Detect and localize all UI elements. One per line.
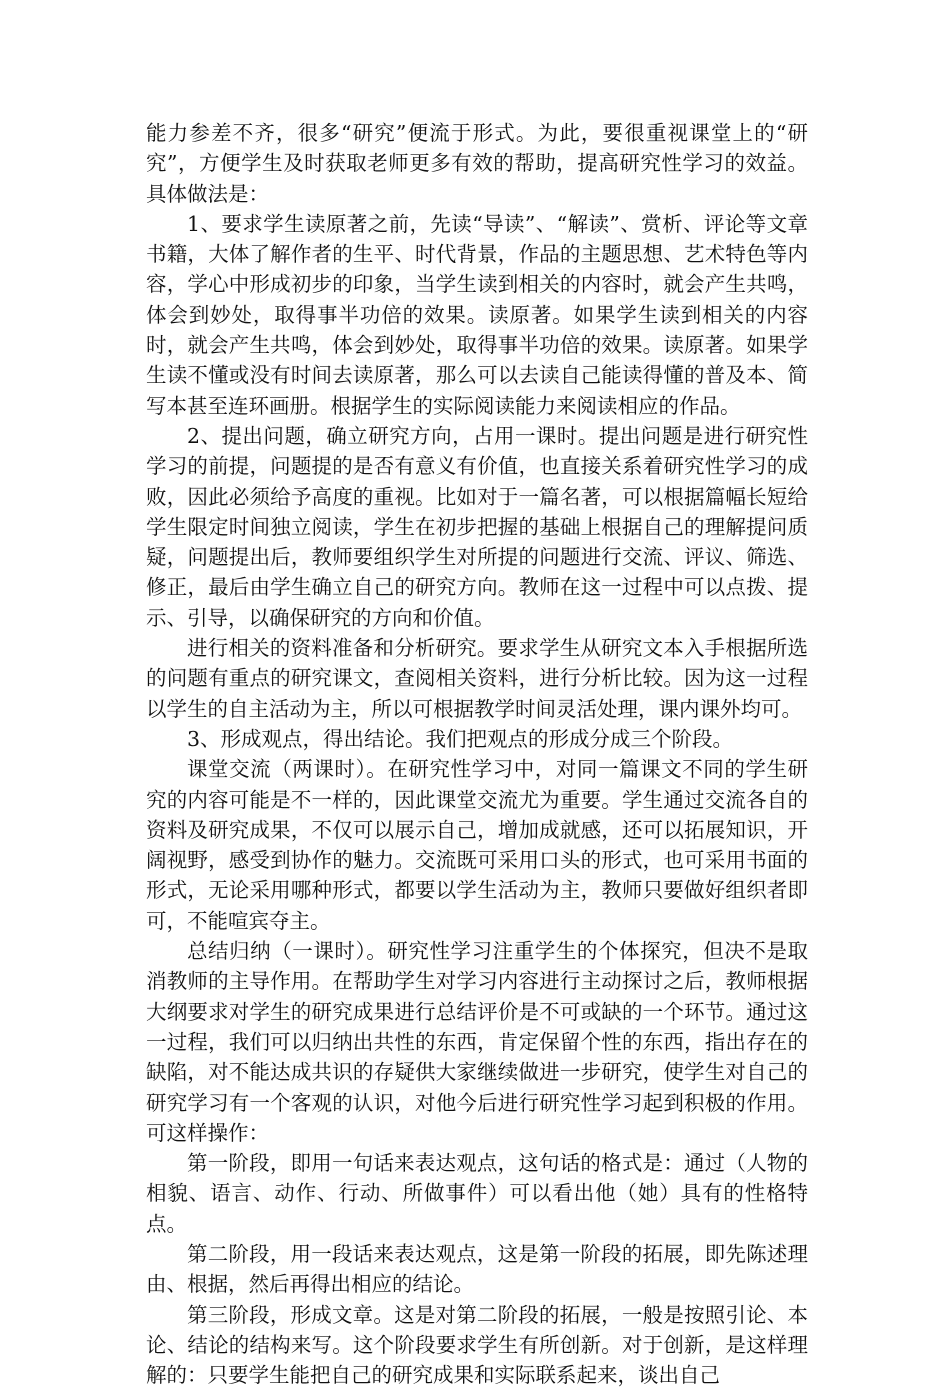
paragraph-summary: 总结归纳（一课时）。研究性学习注重学生的个体探究，但决不是取消教师的主导作用。在帮助学生对学习内容进行主动探讨之后，教师根据大纲要求对学生的研究成果进行总结评价是不可或缺的一个环节。通过这一过程，我们可以归纳出共性的东西，肯定保留个性的东西，指出存在的缺陷，对不能达成共识的存疑供大家继续做进一步研究，使学生对自己的研究学习有一个客观的认识，对他今后进行研究性学习起到积极的作用。可这样操作： <box>146 939 808 1145</box>
paragraph-step-3: 3、形成观点，得出结论。我们把观点的形成分成三个阶段。 <box>187 726 734 751</box>
document-page <box>146 118 808 1390</box>
paragraph-intro: 能力参差不齐，很多“研究”便流于形式。为此，要很重视课堂上的“研究”，方便学生及时获取老师更多有效的帮助，提高研究性学习的效益。具体做法是： <box>146 121 808 206</box>
paragraph-stage-3: 第三阶段，形成文章。这是对第二阶段的拓展，一般是按照引论、本论、结论的结构来写。这个阶段要求学生有所创新。对于创新，是这样理解的：只要学生能把自己的研究成果和实际联系起来，谈出自己 <box>146 1302 808 1388</box>
paragraph-stage-2: 第二阶段，用一段话来表达观点，这是第一阶段的拓展，即先陈述理由、根据，然后再得出相应的结论。 <box>146 1241 808 1297</box>
paragraph-class-exchange: 课堂交流（两课时）。在研究性学习中，对同一篇课文不同的学生研究的内容可能是不一样的，因此课堂交流尤为重要。学生通过交流各自的资料及研究成果，不仅可以展示自己，增加成就感，还可以拓展知识，开阔视野，感受到协作的魅力。交流既可采用口头的形式，也可采用书面的形式，无论采用哪种形式，都要以学生活动为主，教师只要做好组织者即可，不能喧宾夺主。 <box>146 757 808 933</box>
paragraph-research-prep: 进行相关的资料准备和分析研究。要求学生从研究文本入手根据所选的问题有重点的研究课文，查阅相关资料，进行分析比较。因为这一过程以学生的自主活动为主，所以可根据教学时间灵活处理，课内课外均可。 <box>146 636 808 721</box>
paragraph-step-2: 2、提出问题，确立研究方向，占用一课时。提出问题是进行研究性学习的前提，问题提的是否有意义有价值，也直接关系着研究性学习的成败，因此必须给予高度的重视。比如对于一篇名著，可以根据篇幅长短给学生限定时间独立阅读，学生在初步把握的基础上根据自己的理解提问质疑，问题提出后，教师要组织学生对所提的问题进行交流、评议、筛选、修正，最后由学生确立自己的研究方向。教师在这一过程中可以点拨、提示、引导，以确保研究的方向和价值。 <box>146 423 808 630</box>
paragraph-step-1: 1、要求学生读原著之前，先读“导读”、“解读”、赏析、评论等文章书籍，大体了解作者的生平、时代背景，作品的主题思想、艺术特色等内容，学心中形成初步的印象，当学生读到相关的内容时，就会产生共鸣，体会到妙处，取得事半功倍的效果。读原著。如果学生读到相关的内容时，就会产生共鸣，体会到妙处，取得事半功倍的效果。读原著。如果学生读不懂或没有时间去读原著，那么可以去读自己能读得懂的普及本、简写本甚至连环画册。根据学生的实际阅读能力来阅读相应的作品。 <box>146 211 808 418</box>
paragraph-stage-1: 第一阶段，即用一句话来表达观点，这句话的格式是：通过（人物的相貌、语言、动作、行动、所做事件）可以看出他（她）具有的性格特点。 <box>146 1151 808 1236</box>
